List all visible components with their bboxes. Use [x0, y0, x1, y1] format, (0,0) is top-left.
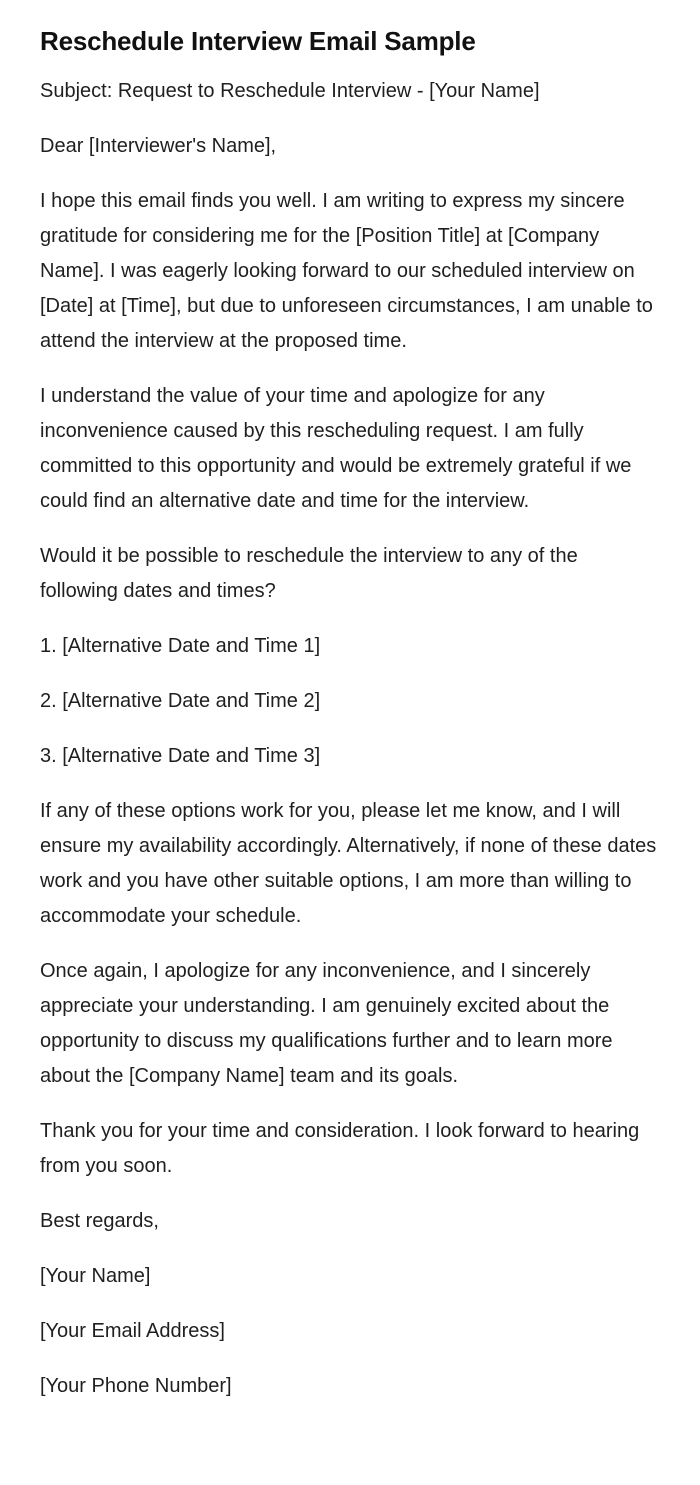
body-paragraph: Would it be possible to reschedule the interview to any of the following dates and times? [40, 545, 578, 602]
body-paragraph: I hope this email finds you well. I am writing to express my sincere gratitude for considering me for the [Position Title] at [Company Name]. I was eagerly looking forward to our scheduled interview on [Date] at [Time], but due to unforeseen circumstances, I am unable to attend the interview at the proposed time. [40, 190, 653, 352]
body-paragraph: If any of these options work for you, please let me know, and I will ensure my availability accordingly. Alternatively, if none of these dates work and you have other suitable options, I am more than willing to accommodate your schedule. [40, 800, 657, 927]
document-title: Reschedule Interview Email Sample [40, 26, 476, 56]
signature-email: [Your Email Address] [40, 1320, 225, 1342]
signature-name: [Your Name] [40, 1265, 151, 1287]
option-item: 2. [Alternative Date and Time 2] [40, 690, 321, 712]
email-greeting: Dear [Interviewer's Name], [40, 135, 277, 157]
body-paragraph: Once again, I apologize for any inconvenience, and I sincerely appreciate your understanding. I am genuinely excited about the opportunity to discuss my qualifications further and to learn more about the [Company Name] team and its goals. [40, 960, 613, 1087]
signature-phone: [Your Phone Number] [40, 1375, 232, 1397]
email-subject: Subject: Request to Reschedule Interview - [Your Name] [40, 80, 540, 102]
body-paragraph: I understand the value of your time and apologize for any inconvenience caused by this rescheduling request. I am fully committed to this opportunity and would be extremely grateful if we could find an alternative date and time for the interview. [40, 385, 632, 512]
option-item: 3. [Alternative Date and Time 3] [40, 745, 321, 767]
option-item: 1. [Alternative Date and Time 1] [40, 635, 321, 657]
email-signoff: Best regards, [40, 1210, 159, 1232]
body-paragraph: Thank you for your time and consideration. I look forward to hearing from you soon. [40, 1120, 640, 1177]
